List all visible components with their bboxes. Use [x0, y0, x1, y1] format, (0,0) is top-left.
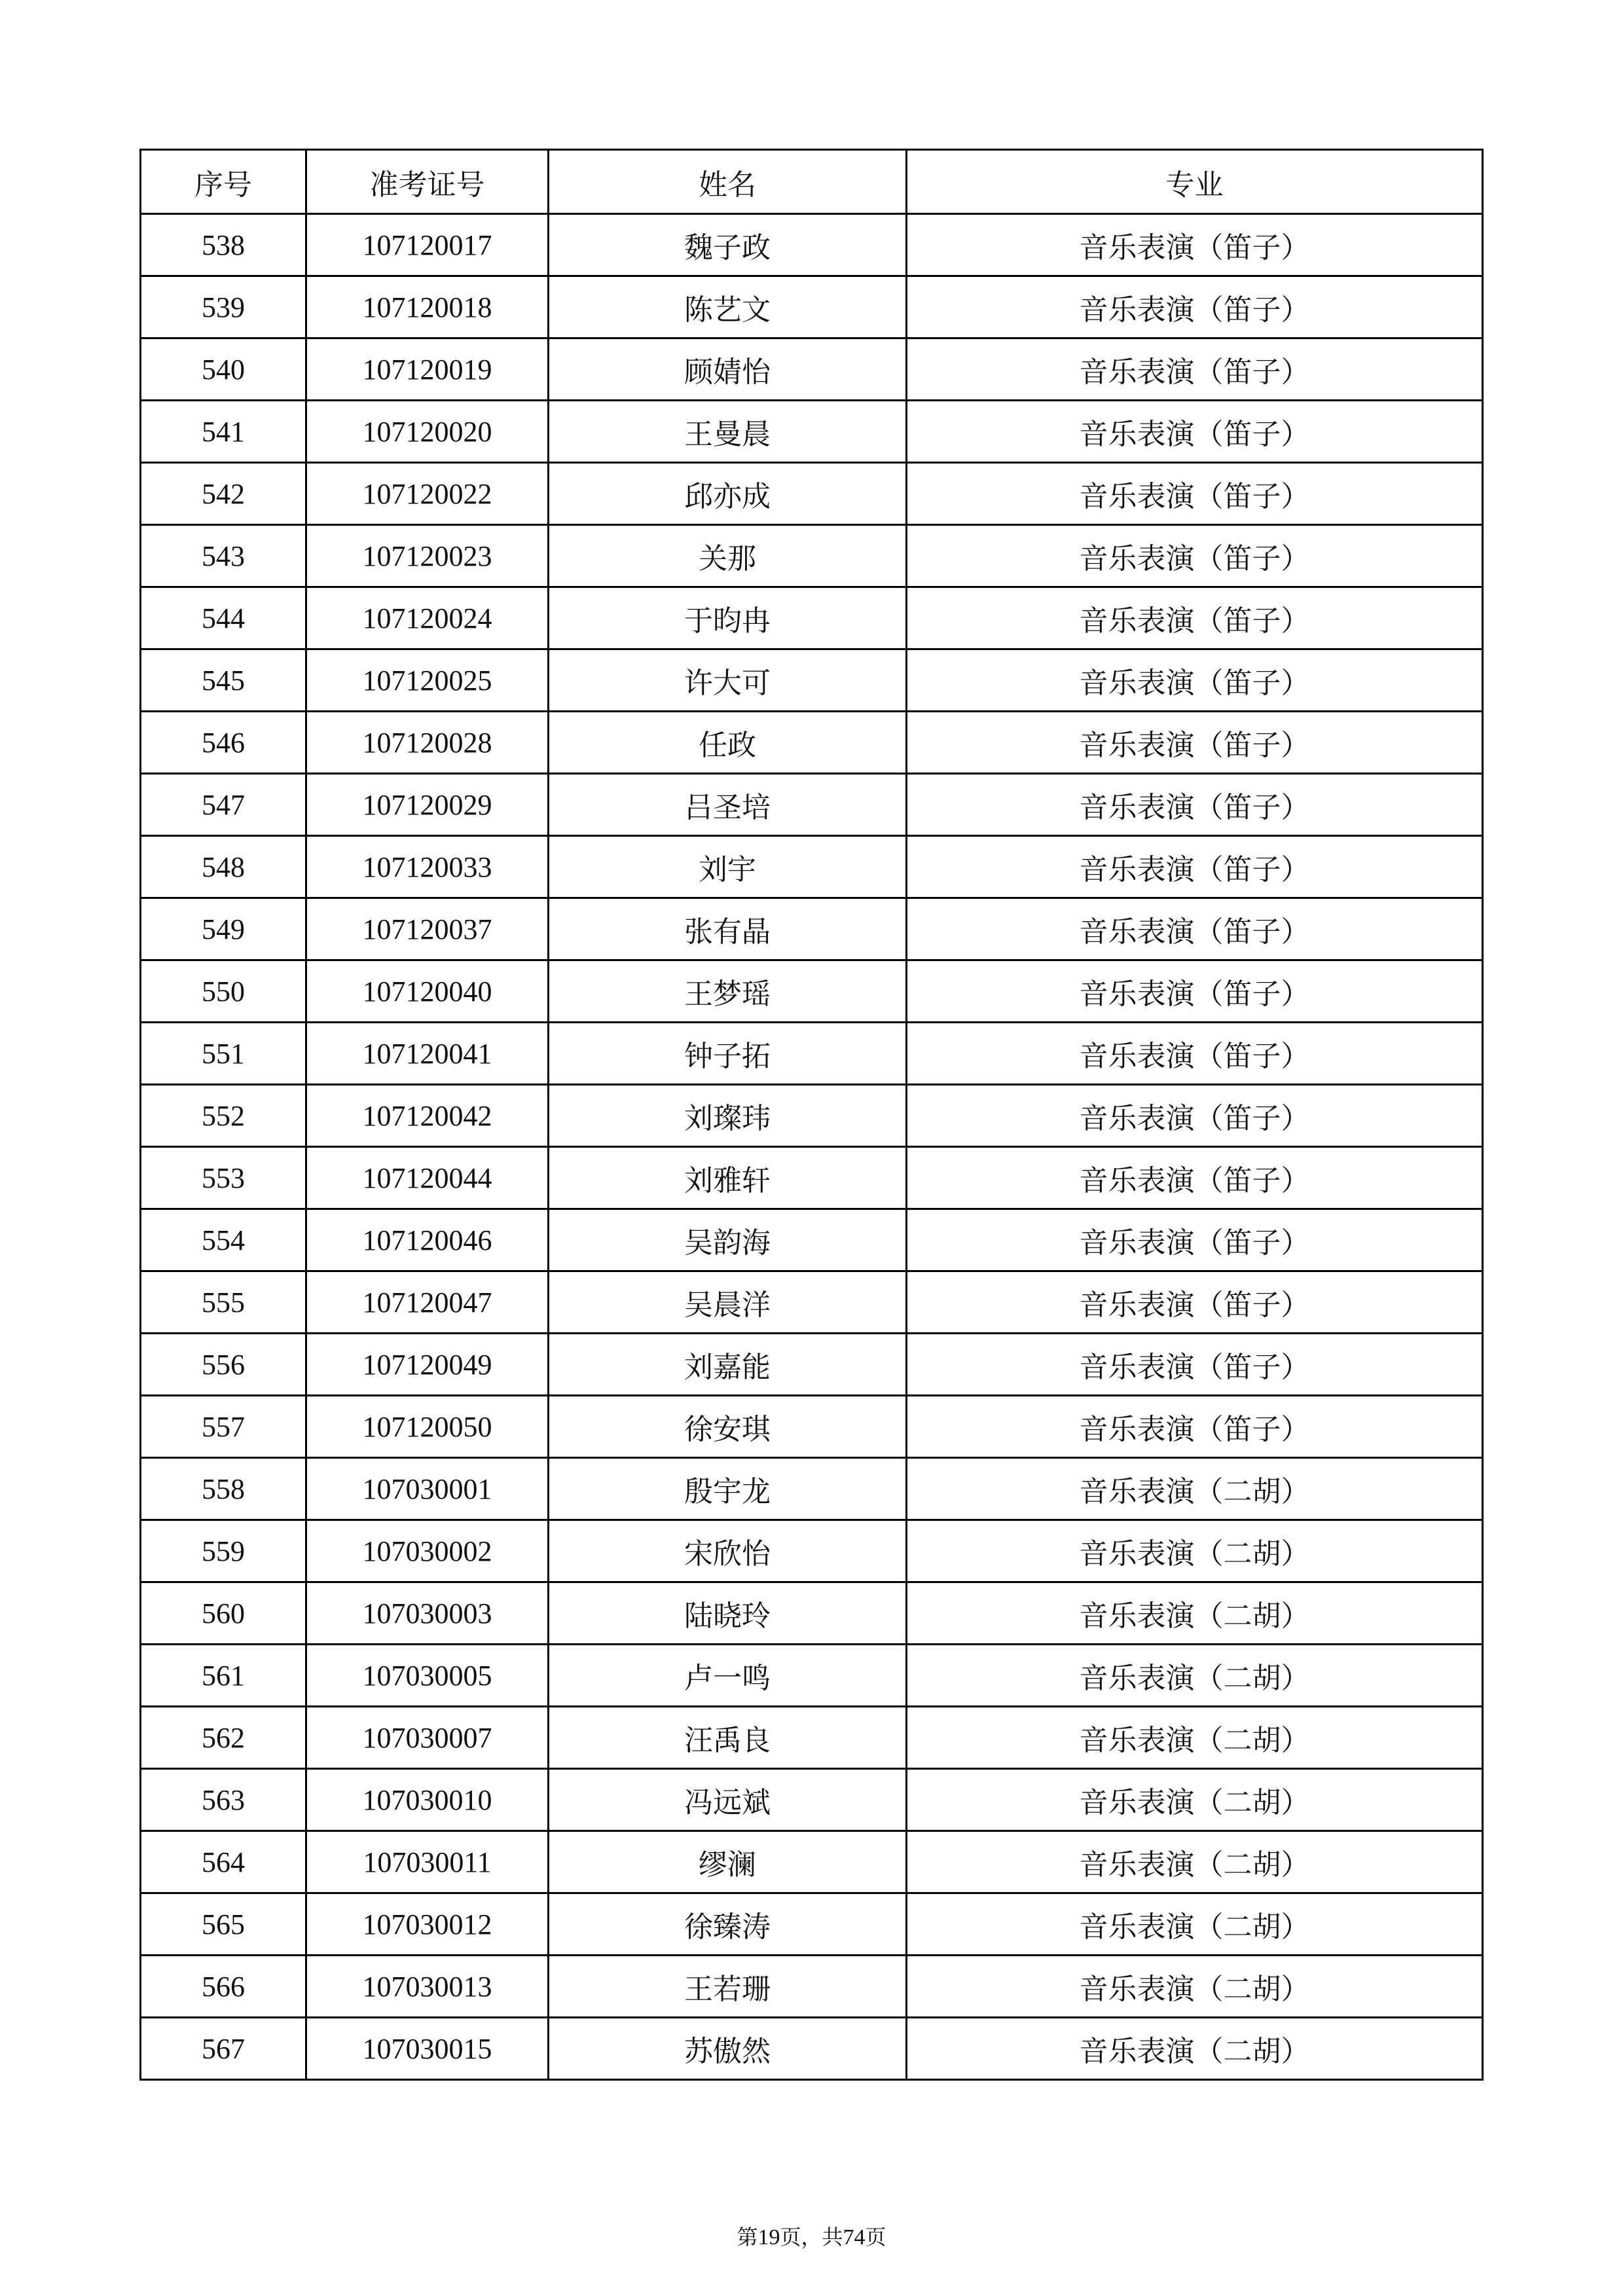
cell-exam-id: 107120042 [306, 1085, 549, 1147]
table-row [141, 525, 1483, 587]
table-row [141, 774, 1483, 836]
table-row [141, 1023, 1483, 1085]
cell-exam-id: 107120046 [306, 1209, 549, 1271]
cell-exam-id: 107120020 [306, 401, 549, 463]
cell-seq: 546 [141, 712, 306, 774]
header-major: 专业 [907, 150, 1483, 214]
cell-name: 王若珊 [549, 1956, 907, 2018]
cell-name: 钟子拓 [549, 1023, 907, 1085]
cell-major: 音乐表演（笛子） [907, 1085, 1483, 1147]
cell-name: 刘宇 [549, 836, 907, 898]
cell-exam-id: 107030002 [306, 1520, 549, 1582]
cell-major: 音乐表演（二胡） [907, 1769, 1483, 1831]
cell-seq: 547 [141, 774, 306, 836]
cell-name: 汪禹良 [549, 1707, 907, 1769]
cell-seq: 552 [141, 1085, 306, 1147]
cell-major: 音乐表演（笛子） [907, 649, 1483, 712]
cell-exam-id: 107120033 [306, 836, 549, 898]
header-row [141, 150, 1483, 214]
cell-major: 音乐表演（笛子） [907, 712, 1483, 774]
cell-name: 张有晶 [549, 898, 907, 960]
cell-seq: 557 [141, 1396, 306, 1458]
cell-seq: 565 [141, 1893, 306, 1956]
cell-seq: 540 [141, 338, 306, 401]
cell-exam-id: 107120037 [306, 898, 549, 960]
cell-seq: 544 [141, 587, 306, 649]
cell-exam-id: 107120049 [306, 1334, 549, 1396]
cell-name: 徐臻涛 [549, 1893, 907, 1956]
cell-major: 音乐表演（笛子） [907, 1023, 1483, 1085]
cell-seq: 551 [141, 1023, 306, 1085]
cell-name: 关那 [549, 525, 907, 587]
cell-seq: 562 [141, 1707, 306, 1769]
cell-seq: 543 [141, 525, 306, 587]
cell-name: 缪澜 [549, 1831, 907, 1893]
cell-name: 徐安琪 [549, 1396, 907, 1458]
cell-name: 宋欣怡 [549, 1520, 907, 1582]
cell-seq: 560 [141, 1582, 306, 1645]
table-row [141, 276, 1483, 338]
cell-exam-id: 107030005 [306, 1645, 549, 1707]
cell-name: 许大可 [549, 649, 907, 712]
table-row [141, 587, 1483, 649]
header-name: 姓名 [549, 150, 907, 214]
cell-exam-id: 107120024 [306, 587, 549, 649]
footer-prefix: 第 [737, 2225, 758, 2250]
table-row [141, 1956, 1483, 2018]
cell-name: 王梦瑶 [549, 960, 907, 1023]
cell-major: 音乐表演（笛子） [907, 1271, 1483, 1334]
table-row [141, 1334, 1483, 1396]
cell-seq: 561 [141, 1645, 306, 1707]
cell-seq: 538 [141, 214, 306, 276]
table-row [141, 2018, 1483, 2080]
cell-name: 于昀冉 [549, 587, 907, 649]
cell-exam-id: 107120047 [306, 1271, 549, 1334]
cell-name: 吕圣培 [549, 774, 907, 836]
footer-suffix: 页 [865, 2225, 886, 2250]
cell-seq: 548 [141, 836, 306, 898]
cell-exam-id: 107120019 [306, 338, 549, 401]
table-body [141, 214, 1483, 2080]
table-row [141, 1396, 1483, 1458]
cell-major: 音乐表演（二胡） [907, 1707, 1483, 1769]
cell-name: 陆晓玲 [549, 1582, 907, 1645]
cell-major: 音乐表演（二胡） [907, 2018, 1483, 2080]
table-row [141, 338, 1483, 401]
cell-seq: 539 [141, 276, 306, 338]
cell-seq: 559 [141, 1520, 306, 1582]
cell-exam-id: 107120025 [306, 649, 549, 712]
cell-major: 音乐表演（二胡） [907, 1520, 1483, 1582]
table-row [141, 1582, 1483, 1645]
cell-name: 陈艺文 [549, 276, 907, 338]
cell-major: 音乐表演（笛子） [907, 276, 1483, 338]
page-footer [0, 2221, 1623, 2251]
footer-current-page: 19 [757, 2225, 780, 2250]
cell-major: 音乐表演（笛子） [907, 214, 1483, 276]
footer-total-pages: 74 [843, 2225, 866, 2250]
cell-exam-id: 107120028 [306, 712, 549, 774]
cell-name: 刘雅轩 [549, 1147, 907, 1209]
cell-exam-id: 107030010 [306, 1769, 549, 1831]
cell-major: 音乐表演（二胡） [907, 1956, 1483, 2018]
table-row [141, 1209, 1483, 1271]
table-row [141, 1707, 1483, 1769]
table-row [141, 1520, 1483, 1582]
cell-major: 音乐表演（笛子） [907, 1209, 1483, 1271]
table-row [141, 1458, 1483, 1520]
cell-name: 殷宇龙 [549, 1458, 907, 1520]
cell-seq: 566 [141, 1956, 306, 2018]
cell-exam-id: 107120023 [306, 525, 549, 587]
cell-name: 刘嘉能 [549, 1334, 907, 1396]
cell-name: 任政 [549, 712, 907, 774]
cell-seq: 550 [141, 960, 306, 1023]
cell-seq: 556 [141, 1334, 306, 1396]
cell-major: 音乐表演（笛子） [907, 525, 1483, 587]
cell-seq: 553 [141, 1147, 306, 1209]
table-row [141, 1645, 1483, 1707]
cell-exam-id: 107030011 [306, 1831, 549, 1893]
cell-major: 音乐表演（笛子） [907, 1334, 1483, 1396]
cell-major: 音乐表演（二胡） [907, 1582, 1483, 1645]
cell-seq: 549 [141, 898, 306, 960]
table-row [141, 898, 1483, 960]
cell-name: 卢一鸣 [549, 1645, 907, 1707]
cell-seq: 564 [141, 1831, 306, 1893]
cell-exam-id: 107030012 [306, 1893, 549, 1956]
table-row [141, 1271, 1483, 1334]
table-row [141, 960, 1483, 1023]
cell-exam-id: 107120022 [306, 463, 549, 525]
table-row [141, 1147, 1483, 1209]
table-row [141, 214, 1483, 276]
table-row [141, 401, 1483, 463]
cell-exam-id: 107120044 [306, 1147, 549, 1209]
cell-major: 音乐表演（笛子） [907, 960, 1483, 1023]
cell-exam-id: 107120040 [306, 960, 549, 1023]
cell-major: 音乐表演（笛子） [907, 1396, 1483, 1458]
cell-exam-id: 107120029 [306, 774, 549, 836]
cell-name: 邱亦成 [549, 463, 907, 525]
header-seq: 序号 [141, 150, 306, 214]
table-row [141, 712, 1483, 774]
table-row [141, 463, 1483, 525]
cell-seq: 541 [141, 401, 306, 463]
table-row [141, 1085, 1483, 1147]
cell-name: 吴韵海 [549, 1209, 907, 1271]
cell-exam-id: 107030001 [306, 1458, 549, 1520]
cell-major: 音乐表演（笛子） [907, 338, 1483, 401]
cell-seq: 563 [141, 1769, 306, 1831]
cell-major: 音乐表演（笛子） [907, 1147, 1483, 1209]
cell-name: 刘璨玮 [549, 1085, 907, 1147]
table-row [141, 1831, 1483, 1893]
cell-seq: 554 [141, 1209, 306, 1271]
cell-exam-id: 107030003 [306, 1582, 549, 1645]
cell-major: 音乐表演（笛子） [907, 774, 1483, 836]
table-row [141, 1893, 1483, 1956]
cell-seq: 542 [141, 463, 306, 525]
cell-exam-id: 107120041 [306, 1023, 549, 1085]
cell-major: 音乐表演（二胡） [907, 1893, 1483, 1956]
cell-exam-id: 107030015 [306, 2018, 549, 2080]
cell-exam-id: 107030013 [306, 1956, 549, 2018]
table-header [141, 150, 1483, 214]
table-row [141, 836, 1483, 898]
table-row [141, 1769, 1483, 1831]
cell-exam-id: 107120050 [306, 1396, 549, 1458]
cell-seq: 567 [141, 2018, 306, 2080]
cell-name: 吴晨洋 [549, 1271, 907, 1334]
cell-exam-id: 107120017 [306, 214, 549, 276]
cell-major: 音乐表演（笛子） [907, 401, 1483, 463]
cell-seq: 545 [141, 649, 306, 712]
cell-major: 音乐表演（笛子） [907, 898, 1483, 960]
cell-exam-id: 107030007 [306, 1707, 549, 1769]
cell-major: 音乐表演（笛子） [907, 836, 1483, 898]
cell-name: 魏子政 [549, 214, 907, 276]
cell-name: 王曼晨 [549, 401, 907, 463]
table-row [141, 649, 1483, 712]
cell-name: 顾婧怡 [549, 338, 907, 401]
cell-seq: 558 [141, 1458, 306, 1520]
cell-name: 冯远斌 [549, 1769, 907, 1831]
header-exam-id: 准考证号 [306, 150, 549, 214]
cell-major: 音乐表演（二胡） [907, 1458, 1483, 1520]
cell-exam-id: 107120018 [306, 276, 549, 338]
cell-major: 音乐表演（笛子） [907, 587, 1483, 649]
cell-major: 音乐表演（二胡） [907, 1831, 1483, 1893]
footer-middle: 页，共 [780, 2225, 843, 2250]
admission-list-table [139, 149, 1484, 2081]
cell-major: 音乐表演（二胡） [907, 1645, 1483, 1707]
cell-name: 苏傲然 [549, 2018, 907, 2080]
cell-seq: 555 [141, 1271, 306, 1334]
cell-major: 音乐表演（笛子） [907, 463, 1483, 525]
